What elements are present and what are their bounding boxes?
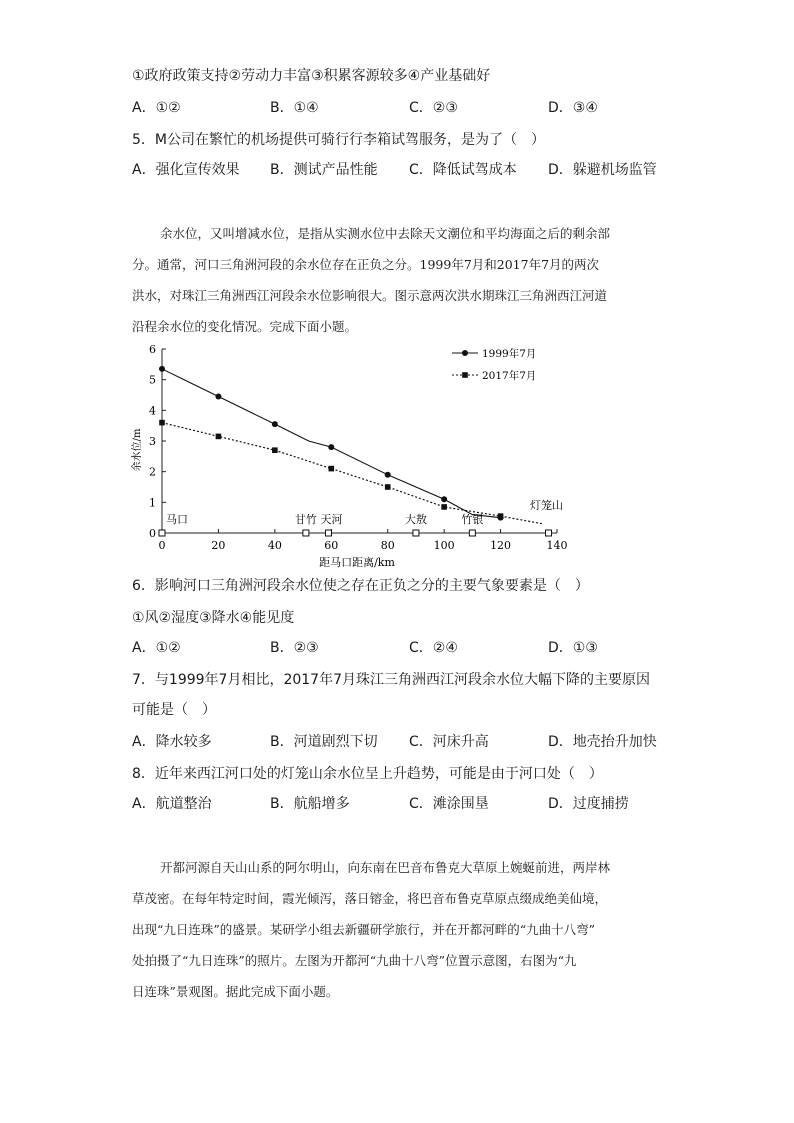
station-marker: [303, 530, 309, 536]
passage-line: 处拍摄了“九日连珠”的照片。左图为开都河“九曲十八弯”位置示意图，右图为“九: [132, 953, 577, 968]
station-label: 大敖: [404, 513, 427, 526]
q6-statements: ①风②湿度③降水④能见度: [132, 610, 295, 626]
data-point: [328, 466, 334, 472]
passage-residual-water-level: [132, 218, 684, 342]
legend-label: 1999年7月: [482, 348, 537, 360]
q5-option-b[interactable]: B．测试产品性能: [270, 162, 378, 178]
passage-line: 开都河源自天山山系的阿尔明山，向东南在巴音布鲁克大草原上婉蜒前进，两岸林: [160, 860, 611, 875]
x-tick-label: 0: [158, 539, 166, 552]
legend-label: 2017年7月: [482, 370, 537, 382]
data-point: [272, 421, 278, 427]
y-tick-label: 6: [149, 343, 156, 356]
data-point: [385, 484, 391, 490]
q6-option-b[interactable]: B．②③: [270, 640, 319, 656]
q8-option-a[interactable]: A．航道整治: [132, 796, 212, 812]
q8-stem: 8．近年来西江河口处的灯笼山余水位呈上升趋势，可能是由于河口处（ ）: [132, 766, 603, 782]
series-line-1: [162, 369, 501, 518]
data-point: [159, 366, 165, 372]
chart-y-axis-label: 余水位/m: [132, 428, 143, 472]
q5-option-a[interactable]: A．强化宣传效果: [132, 162, 240, 178]
passage-line: 洪水，对珠江三角洲西江河段余水位影响很大。图示意两次洪水期珠江三角洲西江河道: [132, 288, 608, 303]
q6-option-a[interactable]: A．①②: [132, 640, 181, 656]
station-label: 灯笼山: [530, 499, 564, 512]
station-marker: [469, 530, 475, 536]
x-tick-label: 20: [211, 539, 226, 552]
legend-marker: [462, 350, 468, 356]
residual-water-level-chart: [122, 335, 582, 575]
station-marker: [413, 530, 419, 536]
q8-option-c[interactable]: C．滩涂围垦: [409, 796, 489, 812]
data-point: [328, 444, 334, 450]
q8-option-b[interactable]: B．航船增多: [270, 796, 350, 812]
q6-option-c[interactable]: C．②④: [409, 640, 458, 656]
passage-line: 沿程余水位的变化情况。完成下面小题。: [132, 319, 358, 334]
q4-option-c[interactable]: C．②③: [409, 100, 458, 116]
y-tick-label: 2: [149, 465, 156, 479]
q4-statements: ①政府政策支持②劳动力丰富③积累客源较多④产业基础好: [132, 68, 491, 84]
data-point: [385, 472, 391, 478]
q7-option-b[interactable]: B．河道剧烈下切: [270, 734, 378, 750]
passage-kaidu-river: [132, 852, 684, 1007]
q4-option-a[interactable]: A．①②: [132, 100, 181, 116]
y-tick-label: 1: [149, 496, 156, 510]
q7-stem-line1: 7．与1999年7月相比，2017年7月珠江三角洲西江河段余水位大幅下降的主要原因: [132, 672, 650, 688]
station-label: 马口: [166, 513, 188, 526]
data-point: [441, 504, 447, 510]
q5-stem: 5．M公司在繁忙的机场提供可骑行行李箱试驾服务，是为了（ ）: [132, 132, 545, 148]
y-tick-label: 4: [149, 404, 156, 418]
data-point: [498, 513, 504, 519]
station-label: 竹银: [461, 513, 484, 526]
x-tick-label: 40: [267, 539, 282, 552]
passage-line: 草茂密。在每年特定时间，霞光倾泻，落日镕金，将巴音布鲁克草原点缀成绝美仙境，: [132, 891, 608, 906]
station-marker: [546, 530, 552, 536]
q4-option-b[interactable]: B．①④: [270, 100, 319, 116]
station-marker: [325, 530, 331, 536]
y-tick-label: 0: [149, 527, 156, 540]
chart-x-axis-label: 距马口距离/km: [319, 556, 395, 569]
station-label: 甘竹: [294, 513, 317, 526]
x-tick-label: 80: [380, 539, 395, 552]
x-tick-label: 140: [546, 539, 568, 552]
y-tick-label: 5: [149, 373, 156, 387]
q8-option-d[interactable]: D．过度捕捞: [548, 796, 629, 812]
q7-option-a[interactable]: A．降水较多: [132, 734, 212, 750]
x-tick-label: 60: [324, 539, 339, 552]
q6-option-d[interactable]: D．①③: [548, 640, 598, 656]
chart-legend: [452, 347, 536, 382]
passage-line: 日连珠”景观图。据此完成下面小题。: [132, 984, 339, 999]
q5-option-d[interactable]: D．躲避机场监管: [548, 162, 657, 178]
passage-line: 分。通常，河口三角洲河段的余水位存在正负之分。1999年7月和2017年7月的两次: [132, 257, 600, 272]
y-tick-label: 3: [149, 435, 156, 448]
chart-series: [159, 366, 543, 524]
data-point: [215, 394, 221, 400]
station-label: 天河: [320, 513, 343, 526]
station-marker: [159, 530, 165, 536]
passage-line: 余水位，又叫增减水位，是指从实测水位中去除天文潮位和平均海面之后的剩余部: [160, 226, 611, 241]
legend-marker: [462, 372, 468, 378]
q5-option-c[interactable]: C．降低试驾成本: [409, 162, 517, 178]
q6-stem: 6．影响河口三角洲河段余水位使之存在正负之分的主要气象要素是（ ）: [132, 578, 589, 594]
x-tick-label: 120: [490, 539, 512, 552]
q7-stem-line2: 可能是（ ）: [132, 702, 216, 718]
q7-option-d[interactable]: D．地壳抬升加快: [548, 734, 657, 750]
data-point: [159, 420, 165, 426]
q4-option-d[interactable]: D．③④: [548, 100, 598, 116]
x-tick-label: 100: [433, 539, 455, 552]
data-point: [272, 447, 278, 453]
passage-line: 出现“九日连珠”的盛景。某研学小组去新疆研学旅行，并在开都河畔的“九曲十八弯”: [132, 922, 596, 937]
data-point: [441, 496, 447, 502]
q7-option-c[interactable]: C．河床升高: [409, 734, 489, 750]
data-point: [216, 434, 222, 440]
